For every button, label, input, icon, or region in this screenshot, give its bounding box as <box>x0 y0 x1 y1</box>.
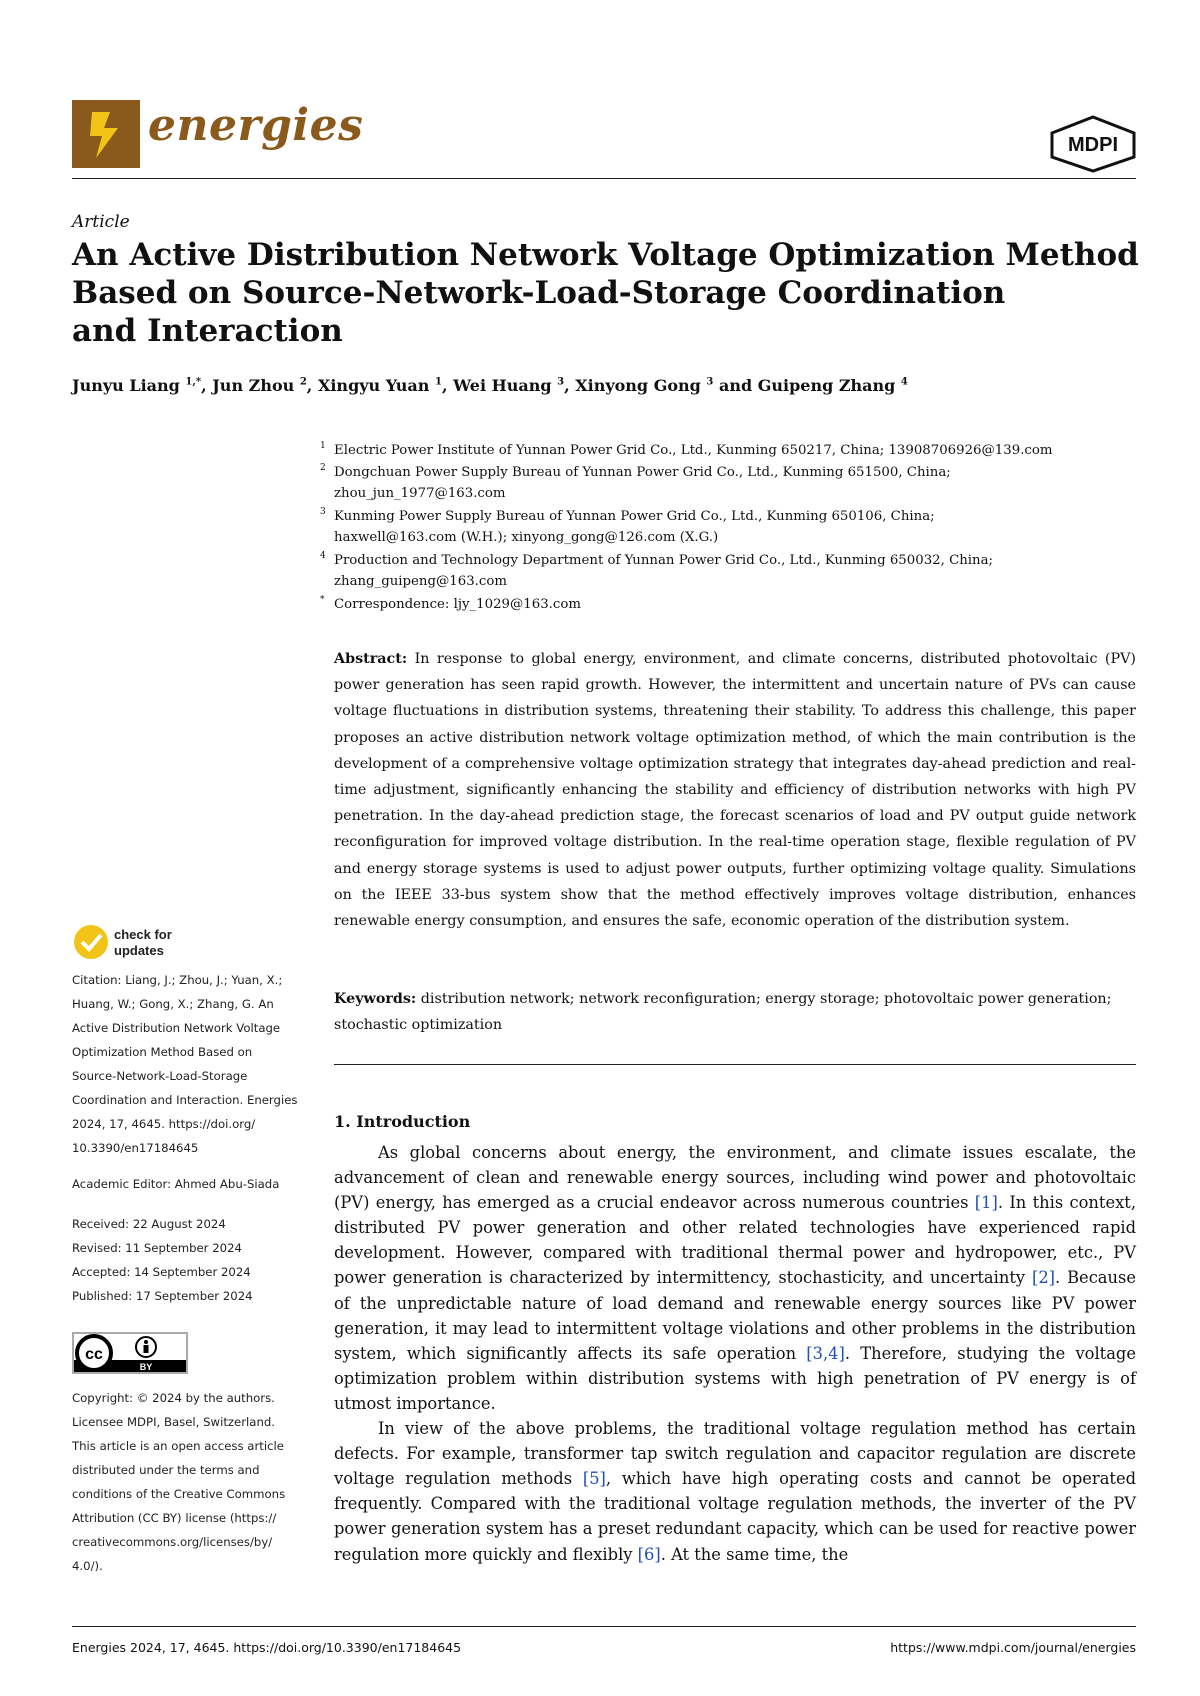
journal-url-link[interactable]: https://www.mdpi.com/journal/energies <box>890 1640 1136 1655</box>
affiliation-2 <box>320 462 1134 504</box>
copyright-block <box>72 1386 312 1578</box>
author-affiliation-mark: 4 <box>900 376 908 388</box>
license-link[interactable]: 4.0/). <box>72 1559 103 1573</box>
footer-citation: Energies 2024, 17, 4645. https://doi.org/10.3390/en17184645 <box>72 1640 462 1655</box>
author-affiliation-mark: 3 <box>557 376 565 388</box>
published-date: Published: 17 September 2024 <box>72 1289 253 1303</box>
author-name: Wei Huang <box>453 376 558 395</box>
publisher-name: MDPI <box>1068 134 1118 156</box>
citation-doi-link[interactable]: 2024, 17, 4645. https://doi.org/ <box>72 1117 256 1131</box>
title-line: and Interaction <box>72 313 343 349</box>
author-name: Junyu Liang <box>72 376 186 395</box>
dates-block <box>72 1212 312 1308</box>
citation-line: Citation: Liang, J.; Zhou, J.; Yuan, X.; <box>72 973 283 987</box>
header-divider <box>72 178 1136 179</box>
affiliation-3 <box>320 506 1134 548</box>
affiliation-1 <box>320 440 1134 461</box>
affiliation-number: * <box>320 595 325 605</box>
affiliation-number: 3 <box>320 507 326 517</box>
citation-link[interactable]: [2] <box>1031 1268 1056 1288</box>
revised-date: Revised: 11 September 2024 <box>72 1241 242 1255</box>
affiliation-number: 2 <box>320 463 326 473</box>
affiliation-line: zhang_guipeng@163.com <box>334 574 507 589</box>
abstract-label: Abstract: <box>334 651 408 667</box>
author-name: Jun Zhou <box>212 376 300 395</box>
received-date: Received: 22 August 2024 <box>72 1217 226 1231</box>
citation-line: Optimization Method Based on <box>72 1045 253 1059</box>
copyright-line: distributed under the terms and <box>72 1463 260 1477</box>
introduction-body <box>334 1140 1136 1567</box>
abstract-text: In response to global energy, environment, and climate concerns, distributed photovoltaic (PV) power generation has seen rapid growth. However, the intermittent and uncertain nature of PVs can cause voltage fluctuations in distribution systems, threatening their stability. To address this challenge, this paper proposes an active distribution network voltage optimization method, of which the main contribution is the development of a comprehensive voltage optimization strategy that integrates day-ahead prediction and real-time adjustment, significantly enhancing the stability and efficiency of distribution networks with high PV penetration. In the day-ahead prediction stage, the forecast scenarios of load and PV output guide network reconfiguration for improved voltage distribution. In the real-time operation stage, flexible regulation of PV and energy storage systems is used to adjust power outputs, further optimizing voltage quality. Simulations on the IEEE 33-bus system show that the method effectively improves voltage distribution, enhances renewable energy consumption, and ensures the safe, economic operation of the distribution system. <box>334 651 1136 930</box>
affiliation-number: 1 <box>320 441 326 451</box>
correspondence <box>320 594 1134 615</box>
paragraph: In view of the above problems, the traditional voltage regulation method has certain defects. For example, transformer tap switch regulation and capacitor regulation are discrete voltage regulation methods [5], which have high operating costs and cannot be operated frequently. Compared with the traditional voltage regulation methods, the inverter of the PV power generation system has a preset redundant capacity, which can be used for reactive power regulation more quickly and flexibly [6]. At the same time, the <box>334 1419 1136 1564</box>
keywords-label: Keywords: <box>334 991 417 1007</box>
license-link[interactable]: creativecommons.org/licenses/by/ <box>72 1535 273 1549</box>
author-name: Guipeng Zhang <box>757 376 901 395</box>
copyright-line: Copyright: © 2024 by the authors. <box>72 1391 275 1405</box>
section-heading: 1. Introduction <box>334 1112 471 1131</box>
author-affiliation-mark: 1 <box>434 376 442 388</box>
affiliation-4 <box>320 550 1134 592</box>
mdpi-logo-icon <box>1048 115 1138 173</box>
affiliation-line: Electric Power Institute of Yunnan Power Grid Co., Ltd., Kunming 650217, China; 13908706926@139.com <box>334 443 1053 458</box>
check-for-updates-icon[interactable] <box>72 923 212 961</box>
citation-doi-link[interactable]: 10.3390/en17184645 <box>72 1141 199 1155</box>
affiliation-line: Kunming Power Supply Bureau of Yunnan Power Grid Co., Ltd., Kunming 650106, China; <box>334 509 935 524</box>
author-affiliation-mark: 1,* <box>185 376 202 388</box>
affiliation-number: 4 <box>320 551 326 561</box>
copyright-line: conditions of the Creative Commons <box>72 1487 286 1501</box>
affiliation-line: Dongchuan Power Supply Bureau of Yunnan Power Grid Co., Ltd., Kunming 651500, China; <box>334 465 951 480</box>
cc-by-license-icon[interactable] <box>72 1332 188 1374</box>
cc-label: cc <box>85 1346 103 1363</box>
lightning-bolt-icon <box>84 108 128 160</box>
citation-line: Coordination and Interaction. Energies <box>72 1093 298 1107</box>
accepted-date: Accepted: 14 September 2024 <box>72 1265 251 1279</box>
cc-by-label: BY <box>139 1362 153 1372</box>
affiliation-line: Correspondence: ljy_1029@163.com <box>334 597 581 612</box>
footer-divider <box>72 1626 1136 1627</box>
academic-editor: Academic Editor: Ahmed Abu-Siada <box>72 1177 280 1191</box>
journal-name: energies <box>148 100 364 151</box>
title-line: Based on Source-Network-Load-Storage Coordination <box>72 275 1006 311</box>
citation-line: Source-Network-Load-Storage <box>72 1069 248 1083</box>
affiliation-line: haxwell@163.com (W.H.); xinyong_gong@126.com (X.G.) <box>334 530 719 545</box>
article-type-label: Article <box>72 212 130 232</box>
abstract <box>334 646 1136 934</box>
affiliation-line: zhou_jun_1977@163.com <box>334 486 506 501</box>
citation-line: Active Distribution Network Voltage <box>72 1021 281 1035</box>
keywords <box>334 986 1136 1038</box>
journal-logo-icon <box>72 100 140 168</box>
author-name: Xingyu Yuan <box>317 376 435 395</box>
section-divider <box>334 1064 1136 1065</box>
author-name: Xinyong Gong <box>575 376 707 395</box>
citation-line: Huang, W.; Gong, X.; Zhang, G. An <box>72 997 274 1011</box>
article-title <box>72 236 1152 350</box>
citation-block <box>72 968 312 1160</box>
citation-link[interactable]: [6] <box>637 1544 661 1564</box>
citation-link[interactable]: [3,4] <box>806 1343 845 1363</box>
badge-line-2: updates <box>114 943 164 958</box>
author-list: Junyu Liang $^{1,*}$, Jun Zhou $^2$, Xingyu Yuan $^1$, Wei Huang $^3$, Xinyong Gong $^3$ and Guipeng Zhang $^4$ <box>72 376 908 395</box>
copyright-line: Attribution (CC BY) license (https:// <box>72 1511 277 1525</box>
paragraph: As global concerns about energy, the environment, and climate issues escalate, the advancement of clean and renewable energy sources, including wind power and photovoltaic (PV) energy, has emerged as a crucial endeavor across numerous countries [1]. In this context, distributed PV power generation and other related technologies have experienced rapid development. However, compared with traditional thermal power and hydropower, etc., PV power generation is characterized by intermittency, stochasticity, and uncertainty [2]. Because of the unpredictable nature of load demand and renewable energy sources like PV power generation, it may lead to intermittent voltage violations and other problems in the distribution system, which significantly affects its safe operation [3,4]. Therefore, studying the voltage optimization problem within distribution systems with high penetration of PV energy is of utmost importance. <box>334 1143 1136 1413</box>
title-line: An Active Distribution Network Voltage Optimization Method <box>72 237 1139 273</box>
keywords-text: distribution network; network reconfiguration; energy storage; photovoltaic power generation; stochastic optimization <box>334 991 1112 1034</box>
affiliation-line: Production and Technology Department of Yunnan Power Grid Co., Ltd., Kunming 650032, China; <box>334 553 994 568</box>
copyright-line: Licensee MDPI, Basel, Switzerland. <box>72 1415 276 1429</box>
copyright-line: This article is an open access article <box>72 1439 284 1453</box>
citation-link[interactable]: [5] <box>582 1469 606 1489</box>
author-affiliation-mark: 3 <box>706 376 714 388</box>
author-affiliation-mark: 2 <box>299 376 307 388</box>
badge-line-1: check for <box>114 927 172 942</box>
citation-link[interactable]: [1] <box>974 1193 998 1213</box>
